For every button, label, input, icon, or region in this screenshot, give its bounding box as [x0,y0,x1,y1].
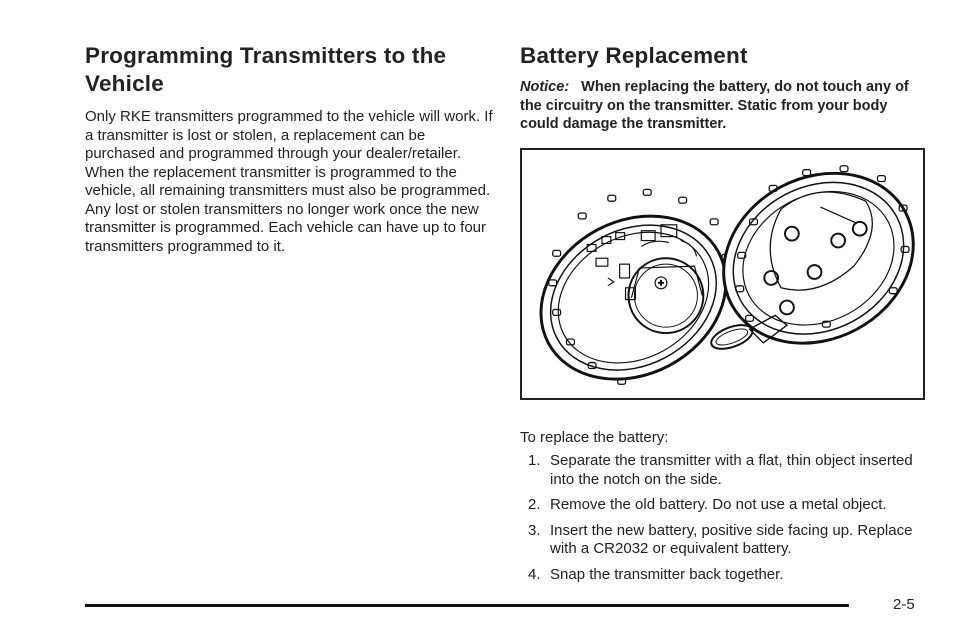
step-text: Remove the old battery. Do not use a metal object. [550,496,887,513]
step-number: 1. [528,452,541,469]
section-title-programming: Programming Transmitters to the Vehicle [85,43,447,96]
page-number: 2-5 [893,596,915,613]
list-item [520,522,925,559]
list-item [520,452,925,489]
step-number: 4. [528,565,541,583]
notice-label: Notice: [520,79,570,95]
right-column [520,42,925,583]
step-text: Separate the transmitter with a flat, thin object inserted into the notch on the side. [550,452,913,488]
notice-block [520,78,925,134]
footer-rule [85,604,849,607]
list-item [520,496,925,515]
step-text: Insert the new battery, positive side facing up. Replace with a CR2032 or equivalent battery. [550,521,913,557]
left-column [85,42,495,256]
section-title-battery: Battery Replacement [520,43,748,68]
steps-intro: To replace the battery: [520,429,669,446]
transmitter-figure [520,148,925,400]
notice-text: When replacing the battery, do not touch any of the circuitry on the transmitter. Static from your body could damage the transmitter. [520,79,909,132]
list-item [520,566,925,585]
step-number: 3. [528,521,541,539]
step-number: 2. [528,496,541,513]
step-text: Snap the transmitter back together. [550,565,784,583]
battery-steps-list [520,452,925,591]
transmitter-open-icon [522,150,923,398]
programming-paragraph: Only RKE transmitters programmed to the vehicle will work. If a transmitter is lost or stolen, a replacement can be purchased and programmed through your dealer/retailer. When the replacement transmitter is programmed to the vehicle, all remaining transmitters must also be programmed. Any lost or stolen transmitters no longer work once the new transmitter is programmed. Each vehicle can have up to four transmitters programmed to it. [85,108,493,255]
